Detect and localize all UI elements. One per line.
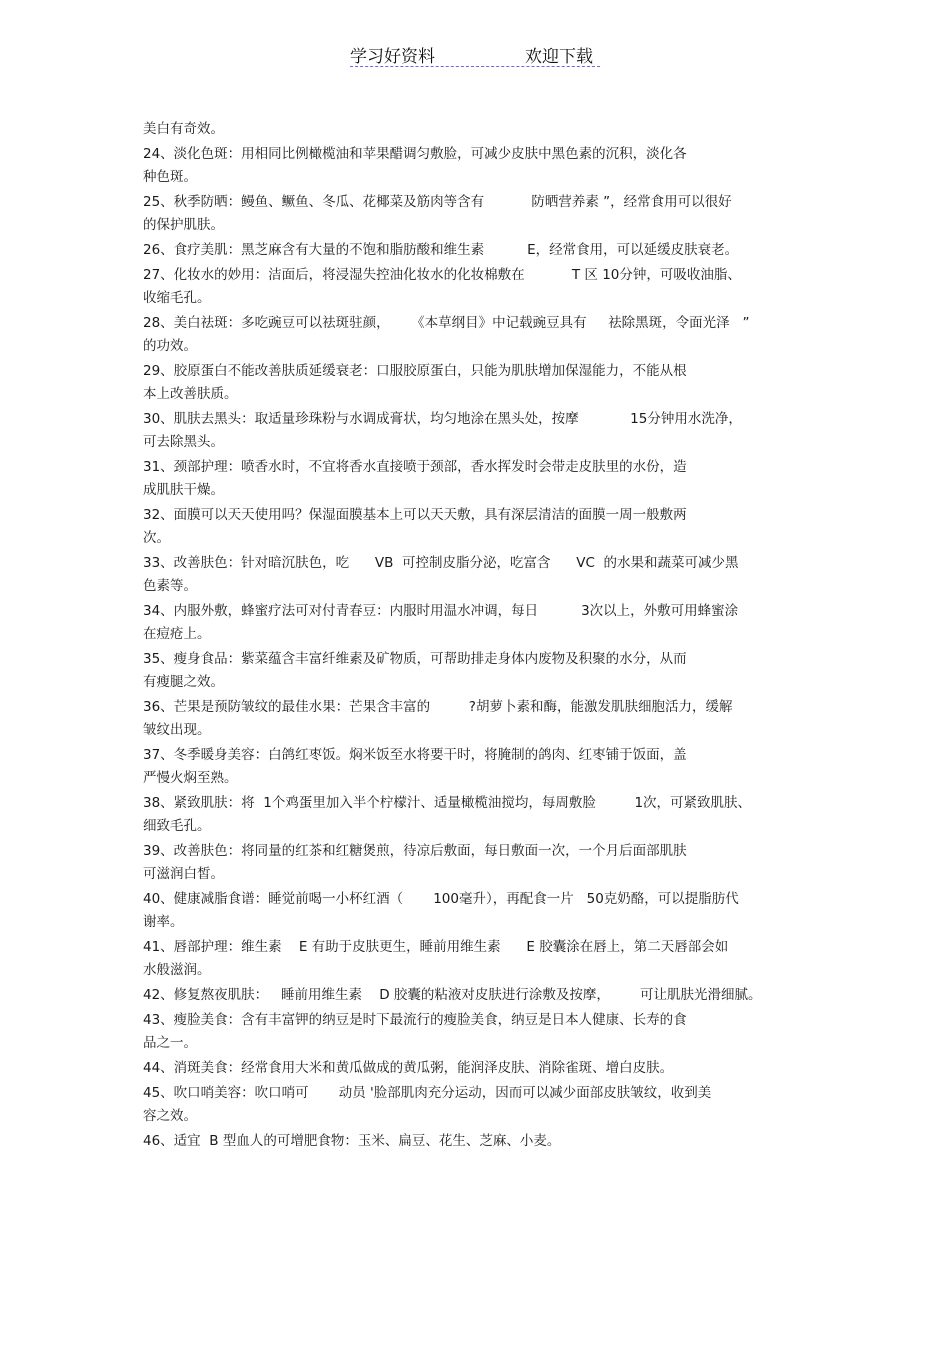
- paragraph-line: 收缩毛孔。: [143, 290, 211, 306]
- paragraph-line: 的保护肌肤。: [143, 217, 224, 233]
- paragraph-line: 种色斑。: [143, 169, 197, 185]
- paragraph-line: 细致毛孔。: [143, 818, 211, 834]
- paragraph-line: 24、淡化色斑：用相同比例橄榄油和苹果醋调匀敷脸，可减少皮肤中黑色素的沉积，淡化各: [143, 146, 687, 162]
- paragraph: [143, 1057, 823, 1080]
- paragraph-line: 26、食疗美肌：黑芝麻含有大量的不饱和脂肪酸和维生素 E，经常食用，可以延缓皮肤衰老。: [143, 242, 739, 258]
- paragraph: [143, 840, 823, 886]
- paragraph: [143, 191, 823, 237]
- header-right-text: 欢迎下载: [525, 47, 593, 67]
- paragraph-line: 34、内服外敷，蜂蜜疗法可对付青春豆：内服时用温水冲调，每日 3次以上，外敷可用蜂蜜涂: [143, 603, 739, 619]
- header-left-text: 学习好资料: [350, 47, 435, 67]
- paragraph: [143, 312, 823, 358]
- paragraph: [143, 936, 823, 982]
- paragraph: [143, 600, 823, 646]
- paragraph-line: 美白有奇效。: [143, 121, 224, 137]
- paragraph: [143, 360, 823, 406]
- paragraph: [143, 504, 823, 550]
- paragraph-line: 32、面膜可以天天使用吗？保湿面膜基本上可以天天敷，具有深层清洁的面膜一周一般敷两: [143, 507, 687, 523]
- paragraph-line: 40、健康减脂食谱：睡觉前喝一小杯红酒（ 100毫升），再配食一片 50克奶酪，可以提脂肪代: [143, 891, 739, 907]
- paragraph: [143, 264, 823, 310]
- paragraph-line: 皱纹出现。: [143, 722, 211, 738]
- paragraph-line: 色素等。: [143, 578, 197, 594]
- paragraph-line: 品之一。: [143, 1035, 197, 1051]
- paragraph-line: 35、瘦身食品：紫菜蕴含丰富纤维素及矿物质，可帮助排走身体内废物及积聚的水分，从而: [143, 651, 687, 667]
- paragraph-line: 有瘦腿之效。: [143, 674, 224, 690]
- paragraph: [143, 984, 823, 1007]
- paragraph-line: 33、改善肤色：针对暗沉肤色，吃 VB 可控制皮脂分泌，吃富含 VC 的水果和蔬菜可减少黑: [143, 555, 739, 571]
- paragraph-line: 本上改善肤质。: [143, 386, 238, 402]
- paragraph-line: 45、吹口哨美容：吹口哨可 动员 '脸部肌肉充分运动，因而可以减少面部皮肤皱纹，收到美: [143, 1085, 712, 1101]
- paragraph-line: 44、消斑美食：经常食用大米和黄瓜做成的黄瓜粥，能润泽皮肤、消除雀斑、增白皮肤。: [143, 1060, 674, 1076]
- paragraph-line: 38、紧致肌肤：将 1个鸡蛋里加入半个柠檬汁、适量橄榄油搅均，每周敷脸 1次，可紧致肌肤、: [143, 795, 752, 811]
- paragraph: [143, 118, 823, 141]
- paragraph-line: 的功效。: [143, 338, 197, 354]
- paragraph: [143, 1009, 823, 1055]
- paragraph-line: 42、修复熬夜肌肤： 睡前用维生素 D 胶囊的粘液对皮肤进行涂敷及按摩， 可让肌肤光滑细腻。: [143, 987, 762, 1003]
- paragraph: [143, 792, 823, 838]
- paragraph-line: 容之效。: [143, 1108, 197, 1124]
- paragraph-line: 严慢火焖至熟。: [143, 770, 238, 786]
- paragraph: [143, 696, 823, 742]
- paragraph: [143, 648, 823, 694]
- paragraph: [143, 1082, 823, 1128]
- paragraph-line: 成肌肤干燥。: [143, 482, 224, 498]
- paragraph-line: 谢率。: [143, 914, 184, 930]
- paragraph: [143, 888, 823, 934]
- paragraph-line: 46、适宜 B 型血人的可增肥食物：玉米、扁豆、花生、芝麻、小麦。: [143, 1133, 561, 1149]
- paragraph-line: 31、颈部护理：喷香水时，不宜将香水直接喷于颈部，香水挥发时会带走皮肤里的水份，造: [143, 459, 687, 475]
- paragraph-line: 28、美白祛斑：多吃豌豆可以祛斑驻颜， 《本草纲目》中记载豌豆具有 祛除黑斑，令面光泽 ”: [143, 315, 750, 331]
- paragraph-line: 39、改善肤色：将同量的红茶和红糖煲煎，待凉后敷面，每日敷面一次，一个月后面部肌肤: [143, 843, 687, 859]
- paragraph: [143, 408, 823, 454]
- paragraph-line: 29、胶原蛋白不能改善肤质延缓衰老：口服胶原蛋白，只能为肌肤增加保湿能力，不能从根: [143, 363, 687, 379]
- document-body: [143, 118, 823, 1155]
- paragraph: [143, 456, 823, 502]
- paragraph-line: 可去除黑头。: [143, 434, 224, 450]
- paragraph-line: 在痘疮上。: [143, 626, 211, 642]
- paragraph-line: 水般滋润。: [143, 962, 211, 978]
- paragraph: [143, 143, 823, 189]
- paragraph-line: 30、肌肤去黑头：取适量珍珠粉与水调成膏状，均匀地涂在黑头处，按摩 15分钟用水洗净，: [143, 411, 742, 427]
- paragraph-line: 次。: [143, 530, 170, 546]
- paragraph-line: 25、秋季防晒：鳗鱼、鳜鱼、冬瓜、花椰菜及筋肉等含有 防晒营养素 ”，经常食用可以很好: [143, 194, 732, 210]
- paragraph-line: 36、芒果是预防皱纹的最佳水果：芒果含丰富的 ?胡萝卜素和酶，能激发肌肤细胞活力，缓解: [143, 699, 733, 715]
- page-header: [350, 40, 600, 67]
- paragraph-line: 37、冬季暖身美容：白鸽红枣饭。焖米饭至水将要干时，将腌制的鸽肉、红枣铺于饭面，盖: [143, 747, 687, 763]
- paragraph-line: 41、唇部护理：维生素 E 有助于皮肤更生，睡前用维生素 E 胶囊涂在唇上，第二天唇部会如: [143, 939, 729, 955]
- paragraph: [143, 1130, 823, 1153]
- paragraph-line: 可滋润白皙。: [143, 866, 224, 882]
- paragraph: [143, 744, 823, 790]
- paragraph-line: 27、化妆水的妙用：洁面后，将浸湿失控油化妆水的化妆棉敷在 T 区 10分钟，可吸收油脂、: [143, 267, 741, 283]
- paragraph: [143, 552, 823, 598]
- paragraph-line: 43、瘦脸美食：含有丰富钾的纳豆是时下最流行的瘦脸美食，纳豆是日本人健康、长寿的食: [143, 1012, 687, 1028]
- paragraph: [143, 239, 823, 262]
